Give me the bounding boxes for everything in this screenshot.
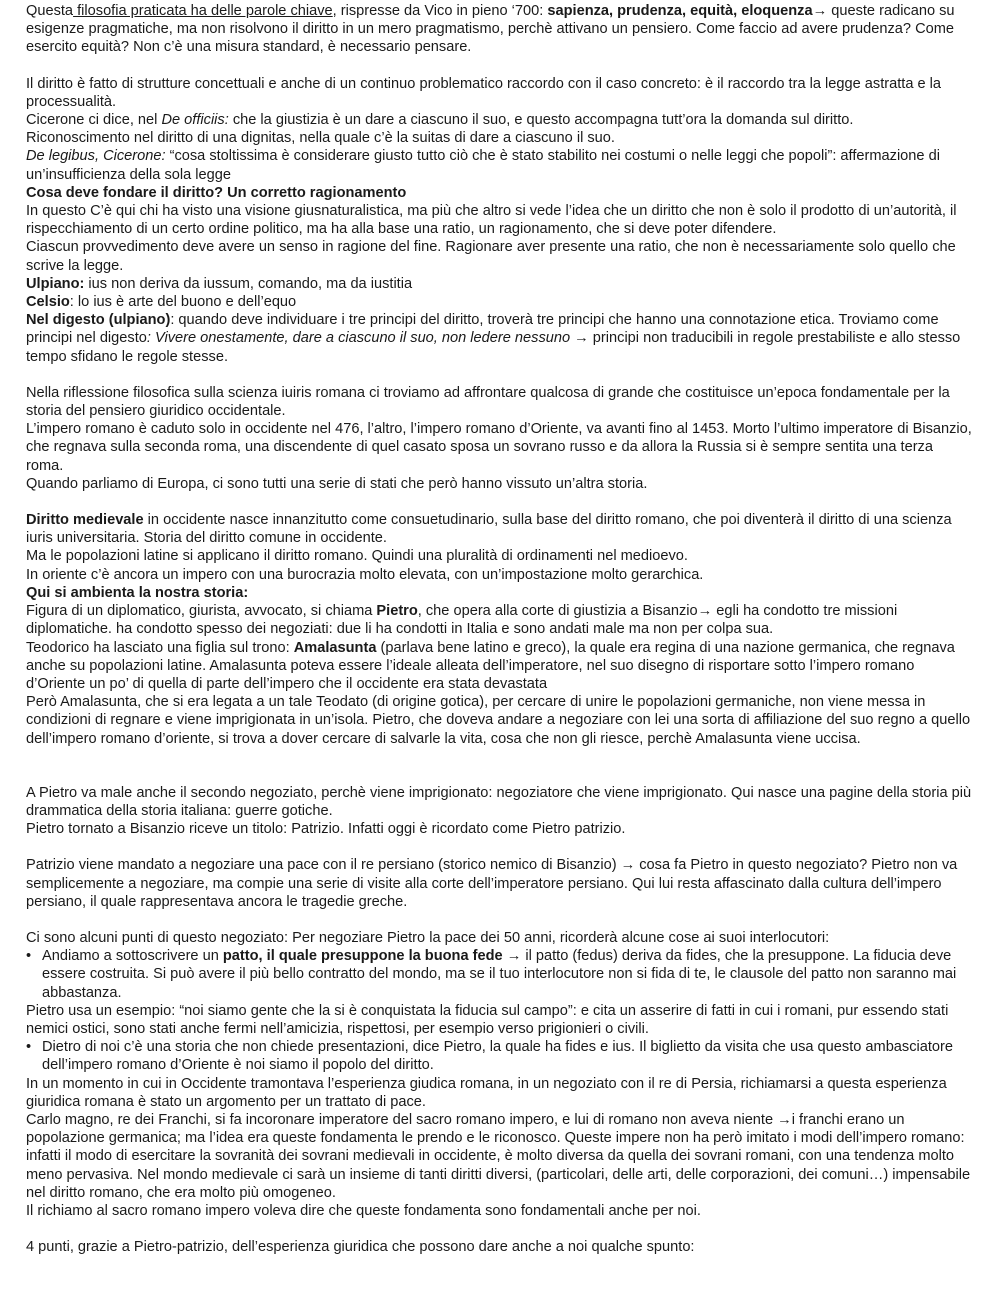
paragraph-teodorico	[26, 639, 974, 694]
bold-label: Nel digesto (ulpiano)	[26, 312, 171, 329]
paragraph-cicerone-officiis	[26, 111, 974, 129]
bullet-text: Dietro di noi c’è una storia che non chiede presentazioni, dice Pietro, la quale ha fides e ius. Il biglietto da visita che usa questo ambasciatore dell’impero romano d’Oriente è noi siamo il popolo del diritto.	[42, 1039, 954, 1074]
paragraph-dignitas: Riconoscimento nel diritto di una dignitas, nella quale c’è la suitas di dare a ciascuno il suo.	[26, 130, 615, 147]
underlined-text: filosofia praticata ha delle parole chiave	[73, 3, 333, 19]
bold-label: Diritto medievale	[26, 512, 144, 529]
paragraph-punti-negoziato: Ci sono alcuni punti di questo negoziato: Per negoziare Pietro la pace dei 50 anni, ricorderà alcune cose ai suoi interlocutori:	[26, 929, 830, 946]
text: : lo ius è arte del buono e dell’equo	[69, 294, 297, 311]
text: in occidente nasce innanzitutto come consuetudinario, sulla base del diritto romano, che poi diventerà il diritto di una scienza iuris universitaria. Storia del diritto comune in occidente.	[26, 512, 952, 547]
paragraph-vico	[26, 2, 974, 57]
paragraph-impero-romano: L’impero romano è caduto solo in occidente nel 476, l’altro, l’impero romano d’Oriente, va avanti fino al 1453. Morto l’ultimo imperatore di Bisanzio, che regnava sulla seconda roma, una discendente di quel casato sposa un sovrano russo e da allora la Russia si è sempre sentita una terza roma.	[26, 421, 972, 474]
text: → queste radicano su esigenze pragmatiche, ma non risolvono il diritto in un mero pragmatismo, perchè attivano un pensiero. Come faccio ad avere prudenza? Come esercito equità? Non c’è una misura standard, è necessario pensare.	[26, 3, 955, 56]
heading-nostra-storia: Qui si ambienta la nostra storia:	[26, 584, 249, 601]
paragraph-popolazioni-latine: Ma le popolazioni latine si applicano il diritto romano. Quindi una pluralità di ordinamenti nel medioevo.	[26, 548, 688, 565]
bold-name: Amalasunta	[293, 639, 377, 656]
bullet-item-patto	[26, 947, 974, 1002]
paragraph-riflessione-filosofica: Nella riflessione filosofica sulla scienza iuiris romana ci troviamo ad affrontare qualcosa di grande che costituisce un’epoca fondamentale per la storia del pensiero giuridico occidentale.	[26, 384, 950, 420]
paragraph-digesto	[26, 311, 974, 366]
text: : quando deve individuare i tre principi del diritto, troverà tre principi che hanno una connotazione etica. Troviamo come principi nel digesto	[26, 312, 939, 347]
text: → principi non traducibili in regole prestabiliste e allo stesso tempo sfidano le regole stesse.	[26, 330, 961, 365]
bullet-item-storia	[26, 1038, 974, 1074]
text: Andiamo a sottoscrivere un	[42, 948, 223, 965]
bullet-icon: •	[26, 1039, 32, 1056]
paragraph-carlo-magno: Carlo magno, re dei Franchi, si fa incoronare imperatore del sacro romano impero, e lui di romano non aveva niente →i franchi erano un popolazione germanica; ma l’idea era queste fondamenta le prendo e le riconosco. Queste impere non ha però imitato i modi dell’impero romano: infatti il modo di esercitare la sovranità dei sovrani medievali in occidente, è molto diversa da quella dei sovrani romani, con una tendenza molto meno pervasiva. Nel mondo medievale ci sarà un insieme di tanti diritti diversi, (particolari, delle arti, delle corporazioni, dei comuni…) impensabile nel diritto romano, che era molto più omogeneo.	[26, 1111, 971, 1201]
paragraph-secondo-negoziato: A Pietro va male anche il secondo negoziato, perchè viene imprigionato: negoziatore che viene imprigionato. Qui nasce una pagine della storia più drammatica della storia italiana: guerre gotiche.	[26, 784, 972, 819]
bold-label: Celsio	[26, 294, 70, 311]
text: che la giustizia è un dare a ciascuno il suo, e questo accompagna tutt’ora la domanda sul diritto.	[228, 112, 854, 129]
italic-title: De legibus, Cicerone:	[26, 148, 166, 165]
paragraph-diritto-strutture: Il diritto è fatto di strutture concettuali e anche di un continuo problematico raccordo con il caso concreto: è il raccordo tra la legge astratta e la processualità.	[26, 75, 942, 110]
text: → il patto (fedus) deriva da fides, che la presuppone. La fiducia deve essere costruita. Si può avere il più bello contratto del mondo, ma se il tuo interlocutore non si fida di te, le clausole del patto non saranno mai abbastanza.	[42, 948, 957, 1001]
bullet-text	[42, 947, 974, 1002]
paragraph-de-legibus	[26, 147, 974, 183]
text: Figura di un diplomatico, giurista, avvocato, si chiama	[26, 603, 377, 620]
paragraph-europa: Quando parliamo di Europa, ci sono tutti una serie di stati che però hanno vissuto un’altra storia.	[26, 475, 648, 492]
text: , rispresse da Vico in pieno ‘700:	[332, 3, 548, 19]
paragraph-richiamo: Il richiamo al sacro romano impero voleva dire che queste fondamenta sono fondamentali anche per noi.	[26, 1202, 701, 1219]
paragraph-pietro	[26, 602, 974, 638]
text: (parlava bene latino e greco), la quale era regina di una nazione germanica, che regnava anche su popolazioni latine. Amalasunta poteva essere l’ideale alleata dell’imperatore, nel suo disegno di risportare sotto l’impero romano d’Oriente un po’ di quella di parte dell’impero che il occidente era stata devastata	[26, 639, 955, 692]
italic-principles: : Vivere onestamente, dare a ciascuno il suo, non ledere nessuno	[146, 330, 571, 347]
paragraph-occidente-tramontava: In un momento in cui in Occidente tramontava l’esperienza giudica romana, in un negoziato con il re di Persia, richiamarsi a questa esperienza giuridica romana è stato un argomento per un trattato di pace.	[26, 1075, 947, 1110]
text: “cosa stoltissima è considerare giusto tutto ciò che è stato stabilito nei costumi o nelle leggi che popoli”: affermazione di un’insufficienza della sola legge	[26, 148, 940, 183]
paragraph-re-persiano: Patrizio viene mandato a negoziare una pace con il re persiano (storico nemico di Bisanzio) → cosa fa Pietro in questo negoziato? Pietro non va semplicemente a negoziare, ma compie una serie di visite alla corte dell’imperatore persiano. Qui lui resta affascinato dalla cultura dell’impero persiano, il quale rappresentava ancora le tragedie greche.	[26, 857, 958, 910]
text: ius non deriva da iussum, comando, ma da iustitia	[84, 275, 413, 292]
paragraph-oriente: In oriente c’è ancora un impero con una burocrazia molto elevata, con un’impostazione molto gerarchica.	[26, 566, 704, 583]
paragraph-amalasunta: Però Amalasunta, che si era legata a un tale Teodato (di origine gotica), per cercare di unire le popolazioni germaniche, non viene messa in condizioni di regnare e viene imprigionata in un’isola. Pietro, che doveva andare a negoziare con lei una sorta di affiliazione del suo regno a quello dell’impero romano d’oriente, si trova a dover cercare di salvarle la vita, cosa che non gli riesce, perchè Amalasunta viene uccisa.	[26, 694, 971, 747]
paragraph-provvedimento: Ciascun provvedimento deve avere un senso in ragione del fine. Ragionare aver presente una ratio, che non è necessariamente solo quello che scrive la legge.	[26, 239, 956, 274]
paragraph-giusnaturalistica: In questo C’è qui chi ha visto una visione giusnaturalistica, ma più che altro si vede l’idea che un diritto che non è solo il prodotto di un’autorità, il rispecchiamento di un certo ordine politico, ma ha alla base una ratio, un ragionamento, che si deve poter difendere.	[26, 203, 957, 238]
paragraph-esempio: Pietro usa un esempio: “noi siamo gente che la si è conquistata la fiducia sul campo”: e cita un asserire di fatti in cui i romani, pur essendo stati nemici ostici, sono stati anche fermi nell’amicizia, rispettosi, per esempio verso prigionieri o civili.	[26, 1002, 949, 1037]
text: Questa	[26, 3, 74, 19]
bold-text: patto, il quale presuppone la buona fede	[222, 948, 503, 965]
bold-name: Pietro	[376, 603, 418, 620]
text: , che opera alla corte di giustizia a Bisanzio→ egli ha condotto tre missioni diplomatiche. ha condotto spesso dei negoziati: due li ha condotti in Italia e sono andati male ma non per colpa sua.	[26, 603, 898, 638]
text: Teodorico ha lasciato una figlia sul trono:	[26, 639, 294, 656]
paragraph-celsio	[26, 293, 974, 311]
paragraph-diritto-medievale	[26, 511, 974, 547]
bold-keywords: sapienza, prudenza, equità, eloquenza	[547, 3, 813, 19]
paragraph-patrizio-titolo: Pietro tornato a Bisanzio riceve un titolo: Patrizio. Infatti oggi è ricordato come Pietro patrizio.	[26, 821, 626, 838]
heading-fondare-diritto: Cosa deve fondare il diritto? Un corretto ragionamento	[26, 184, 407, 201]
paragraph-quattro-punti: 4 punti, grazie a Pietro-patrizio, dell’esperienza giuridica che possono dare anche a noi qualche spunto:	[26, 1239, 695, 1256]
italic-title: De officiis:	[161, 112, 229, 129]
bullet-icon: •	[26, 948, 32, 965]
paragraph-ulpiano	[26, 275, 974, 293]
text: Cicerone ci dice, nel	[26, 112, 162, 129]
bold-label: Ulpiano:	[26, 275, 85, 292]
